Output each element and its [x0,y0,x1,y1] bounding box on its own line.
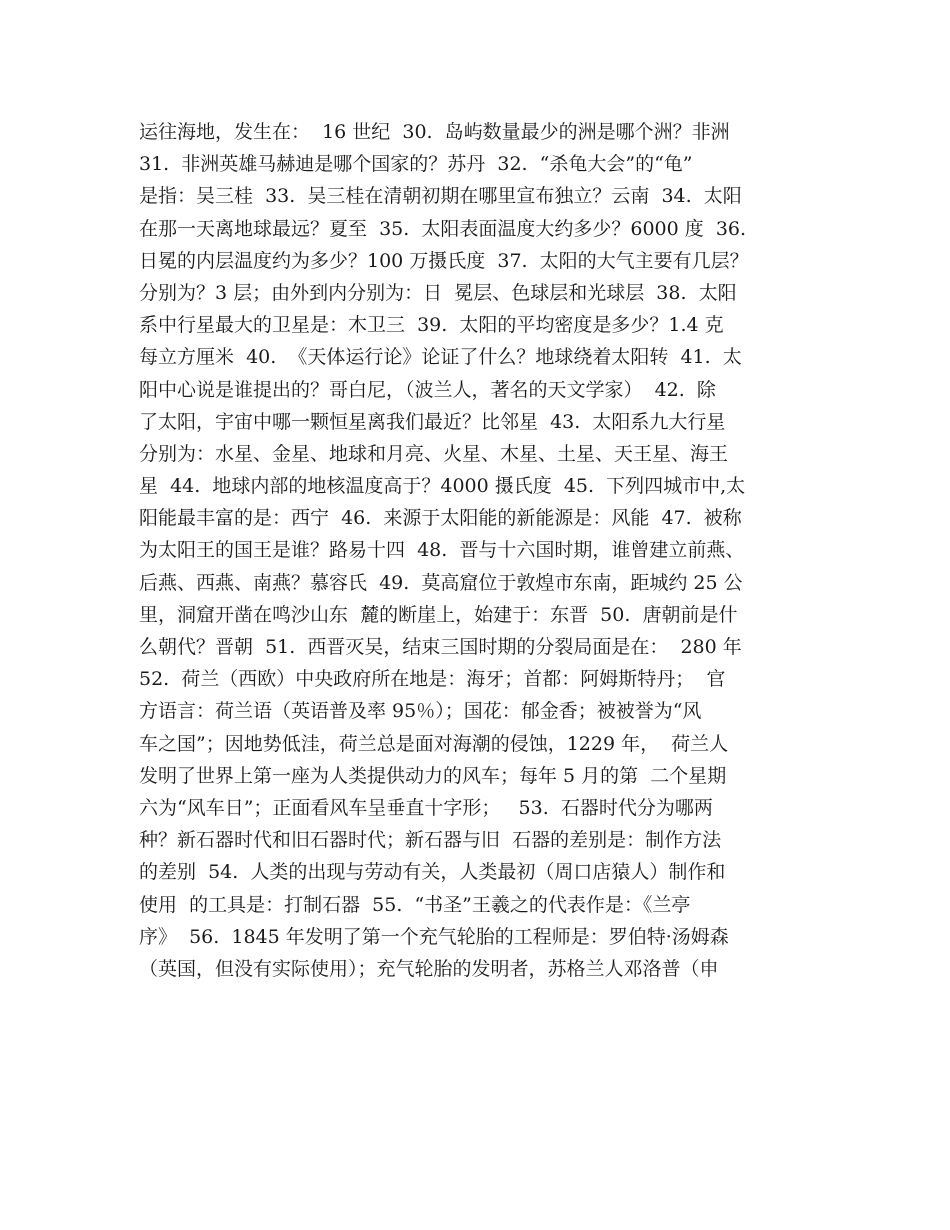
text-line: 么朝代？晋朝 51. 西晋灭吴，结束三国时期的分裂局面是在： 280 年 [139,636,742,658]
text-line: 六为“风车日”；正面看风车呈垂直十字形； 53. 石器时代分为哪两 [139,796,713,819]
text-line: 分别为？3 层；由外到内分别为：日 冕层、色球层和光球层 38. 太阳 [139,281,737,304]
text-line: 分别为：水星、金星、地球和月亮、火星、木星、土星、天王星、海王 [139,442,729,465]
text-line: 阳中心说是谁提出的？哥白尼，（波兰人，著名的天文学家） 42. 除 [139,378,716,401]
text-line: 种？新石器时代和旧石器时代；新石器与旧 石器的差别是：制作方法 [139,829,722,852]
text-line: 方语言：荷兰语（英语普及率 95％）；国花：郁金香；被被誉为“风 [139,700,702,723]
text-line: 的差别 54. 人类的出现与劳动有关，人类最初（周口店猿人）制作和 [139,861,726,884]
text-line: 31. 非洲英雄马赫迪是哪个国家的？苏丹 32. “杀龟大会”的“龟” [139,153,693,176]
text-line: 为太阳王的国王是谁？路易十四 48. 晋与十六国时期，谁曾建立前燕、 [139,539,745,562]
text-line: 序》 56. 1845 年发明了第一个充气轮胎的工程师是：罗伯特·汤姆森 [139,925,729,948]
text-line: 每立方厘米 40. 《天体运行论》论证了什么？地球绕着太阳转 41. 太 [139,346,742,369]
text-line: 52. 荷兰（西欧）中央政府所在地是：海牙；首都：阿姆斯特丹； 官 [139,668,726,691]
text-line: 运往海地，发生在： 16 世纪 30. 岛屿数量最少的洲是哪个洲？非洲 [139,121,730,143]
text-line: 使用 的工具是：打制石器 55. “书圣”王羲之的代表作是：《兰亭 [139,893,691,916]
text-line: （英国，但没有实际使用）；充气轮胎的发明者，苏格兰人邓洛普（申 [139,957,719,980]
text-line: 日冕的内层温度约为多少？100 万摄氏度 37. 太阳的大气主要有几层？ [139,249,749,272]
text-line: 在那一天离地球最远？夏至 35. 太阳表面温度大约多少？6000 度 36. [139,217,747,240]
text-line: 阳能最丰富的是：西宁 46. 来源于太阳能的新能源是：风能 47. 被称 [139,507,742,530]
text-line: 发明了世界上第一座为人类提供动力的风车；每年 5 月的第 二个星期 [139,764,727,787]
text-line: 了太阳，宇宙中哪一颗恒星离我们最近？比邻星 43. 太阳系九大行星 [139,410,726,433]
text-line: 车之国”；因地势低洼，荷兰总是面对海潮的侵蚀，1229 年， 荷兰人 [139,732,729,755]
text-line: 里，洞窟开凿在鸣沙山东 麓的断崖上，始建于：东晋 50. 唐朝前是什 [139,603,738,626]
document-body-text [139,116,819,985]
text-line: 系中行星最大的卫星是：木卫三 39. 太阳的平均密度是多少？1.4 克 [139,314,724,337]
text-line: 星 44. 地球内部的地核温度高于？4000 摄氏度 45. 下列四城市中,太 [139,475,746,498]
text-line: 是指：吴三桂 33. 吴三桂在清朝初期在哪里宣布独立？云南 34. 太阳 [139,185,742,208]
text-line: 后燕、西燕、南燕？慕容氏 49. 莫高窟位于敦煌市东南，距城约 25 公 [139,571,743,594]
